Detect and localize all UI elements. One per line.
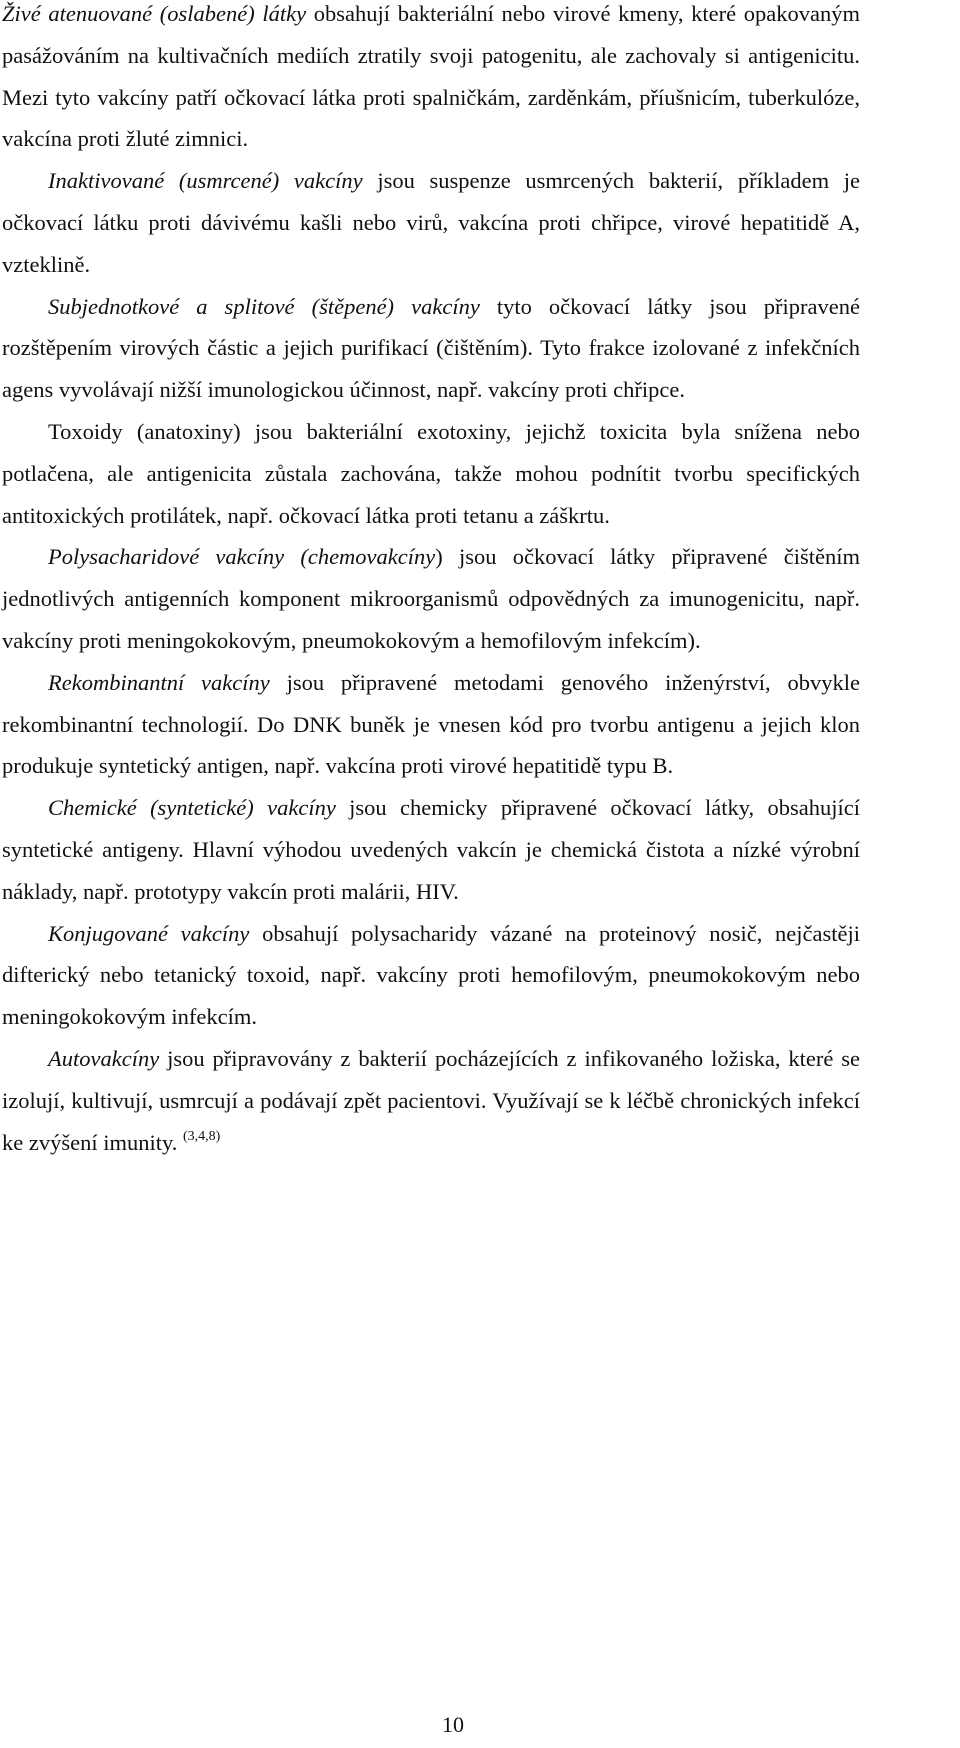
term-inactivated: Inaktivované (usmrcené) vakcíny <box>48 168 363 194</box>
term-recombinant: Rekombinantní vakcíny <box>48 669 270 695</box>
paragraph-text: tyto očkovací látky jsou připravené rozštěpením virových částic a jejich purifikací (čištěním). Tyto frakce izolované z infekčních agens vyvolávají nižší imunologickou účinnost, např. vakcíny proti chřipce. <box>2 293 860 403</box>
paragraph-text: ) jsou očkovací látky připravené čištěním jednotlivých antigenních komponent mikroorganismů odpovědných za imunogenicitu, např. vakcíny proti meningokokovým, pneumokokovým a hemofilovým infekcím). <box>2 544 860 653</box>
document-body <box>2 0 860 1163</box>
term-subunit: Subjednotkové a splitové (štěpené) vakcíny <box>48 293 480 319</box>
paragraph-text: Toxoidy (anatoxiny) jsou bakteriální exotoxiny, jejichž toxicita byla snížena nebo potlačena, ale antigenicita zůstala zachována, takže mohou podnítit tvorbu specifických antitoxických protilátek, např. očkovací látka proti tetanu a záškrtu. <box>2 418 860 528</box>
citation-reference: (3,4,8) <box>183 1128 221 1144</box>
paragraph-text: obsahují polysacharidy vázané na proteinový nosič, nejčastěji difterický nebo tetanický toxoid, např. vakcíny proti hemofilovým, pneumokokovým nebo meningokokovým infekcím. <box>2 920 860 1030</box>
paragraph-subunit <box>2 286 860 411</box>
paragraph-text: jsou suspenze usmrcených bakterií, příkladem je očkovací látku proti dávivému kašli nebo virů, vakcína proti chřipce, virové hepatitidě A, vzteklině. <box>2 168 860 277</box>
paragraph-conjugate <box>2 913 860 1038</box>
term-conjugate: Konjugované vakcíny <box>48 920 250 946</box>
paragraph-recombinant <box>2 662 860 787</box>
paragraph-text: obsahují bakteriální nebo virové kmeny, které opakovaným pasážováním na kultivačních mediích ztratily svoji patogenitu, ale zachovaly si antigenicitu. Mezi tyto vakcíny patří očkovací látka proti spalničkám, zarděnkám, příušnicím, tuberkulóze, vakcína proti žluté zimnici. <box>2 1 861 152</box>
page-number: 10 <box>442 1712 464 1737</box>
term-autovaccines: Autovakcíny <box>48 1045 160 1071</box>
paragraph-inactivated <box>2 160 860 285</box>
paragraph-live-attenuated <box>2 0 860 160</box>
term-live-attenuated: Živé atenuované (oslabené) látky <box>2 1 307 26</box>
paragraph-text: jsou chemicky připravené očkovací látky, obsahující syntetické antigeny. Hlavní výhodou uvedených vakcín je chemická čistota a nízké výrobní náklady, např. prototypy vakcín proti malárii, HIV. <box>2 795 860 904</box>
paragraph-text: jsou připravené metodami genového inženýrství, obvykle rekombinantní technologií. Do DNK buněk je vnesen kód pro tvorbu antigenu a jejich klon produkuje syntetický antigen, např. vakcína proti virové hepatitidě typu B. <box>2 669 860 779</box>
term-synthetic: Chemické (syntetické) vakcíny <box>48 795 336 821</box>
term-polysaccharide: Polysacharidové vakcíny (chemovakcíny <box>48 544 436 570</box>
paragraph-polysaccharide <box>2 536 860 661</box>
paragraph-toxoids <box>2 411 860 536</box>
paragraph-autovaccines <box>2 1038 860 1163</box>
paragraph-synthetic <box>2 787 860 912</box>
paragraph-text: jsou připravovány z bakterií pocházejících z infikovaného ložiska, které se izolují, kultivují, usmrcují a podávají zpět pacientovi. Využívají se k léčbě chronických infekcí ke zvýšení imunity. <box>2 1045 860 1155</box>
